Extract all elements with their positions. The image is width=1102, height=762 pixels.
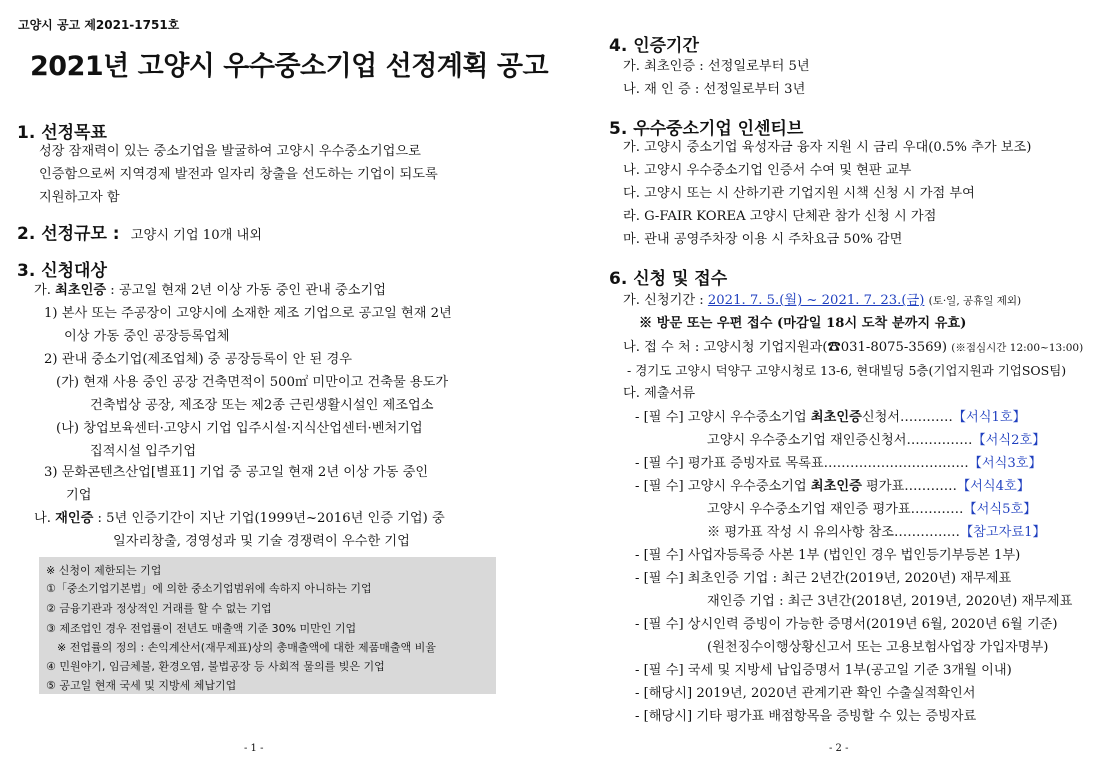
- section-2-heading: 2. 선정규모 :: [17, 224, 120, 244]
- form-ref: 【서식2호】: [972, 433, 1046, 448]
- restriction-item: ② 금융기관과 정상적인 거래를 할 수 없는 기업: [46, 602, 272, 615]
- doc-row: 재인증 기업 : 최근 3년간(2018년, 2019년, 2020년) 재무제표: [707, 594, 1073, 609]
- restriction-item: ⑤ 공고일 현재 국세 및 지방세 체납기업: [46, 679, 237, 692]
- page-number: - 2 -: [829, 743, 849, 754]
- docs-heading: 다. 제출서류: [623, 386, 696, 401]
- doc-text: 평가표 증빙자료 목록표……………………………: [687, 456, 969, 471]
- doc-bold: 최초인증: [810, 479, 862, 494]
- doc-row: - [해당시] 기타 평가표 배점항목을 증빙할 수 있는 증빙자료: [635, 709, 977, 724]
- apply-place: [623, 336, 1083, 360]
- period-value: 2021. 7. 5.(월) ~ 2021. 7. 23.(금): [707, 293, 925, 308]
- a1-line: 1) 본사 또는 주공장이 고양시에 소재한 제조 기업으로 공고일 현재 2년: [44, 306, 452, 321]
- section-6-heading: 6. 신청 및 접수: [609, 269, 728, 289]
- section-4-line: 나. 재 인 증 : 선정일로부터 3년: [623, 82, 806, 97]
- form-ref: 【참고자료1】: [959, 525, 1046, 540]
- incentive-line: 다. 고양시 또는 시 산하기관 기업지원 시책 신청 시 가점 부여: [623, 186, 975, 201]
- form-ref: 【서식1호】: [952, 410, 1026, 425]
- section-4-body: [623, 55, 810, 101]
- section-2-text: 고양시 기업 10개 내외: [130, 228, 262, 243]
- a1-line: 이상 가동 중인 공장등록업체: [64, 329, 230, 344]
- page-2: [551, 0, 1102, 762]
- doc-row: [635, 475, 1072, 498]
- recert-text: : 5년 인증기간이 지난 기업(1999년~2016년 인증 기업) 중: [93, 511, 445, 526]
- a2na-line: 집적시설 입주기업: [90, 444, 197, 459]
- form-ref: 【서식5호】: [963, 502, 1037, 517]
- place-text: 나. 접 수 처 : 고양시청 기업지원과(☎031-8075-3569): [623, 340, 948, 355]
- section-3-a2-ga: [56, 371, 448, 417]
- section-3-a3: [44, 461, 428, 507]
- period-note: (토·일, 공휴일 제외): [928, 295, 1022, 307]
- restriction-item: ④ 민원야기, 임금체불, 환경오염, 불법공장 등 사회적 물의를 빚은 기업: [46, 660, 385, 673]
- incentive-line: 라. G-FAIR KOREA 고양시 단체관 참가 신청 시 가점: [623, 209, 937, 224]
- doc-row: - [필 수] 상시인력 증빙이 가능한 증명서(2019년 6월, 2020년 6월 기준): [635, 617, 1058, 632]
- first-cert-label: 최초인증: [55, 283, 107, 298]
- doc-tag: - [필 수]: [635, 410, 684, 425]
- section-2: [17, 219, 262, 247]
- incentive-line: 나. 고양시 우수중소기업 인증서 수여 및 현판 교부: [623, 163, 912, 178]
- section-1-line: 지원하고자 함: [39, 190, 120, 205]
- doc-list: [635, 406, 1072, 728]
- doc-row: - [필 수] 국세 및 지방세 납입증명서 1부(공고일 기준 3개월 이내): [635, 663, 1012, 678]
- section-3-b-line2: 일자리창출, 경영성과 및 기술 경쟁력이 우수한 기업: [113, 534, 410, 549]
- section-5-heading: 5. 우수중소기업 인센티브: [609, 119, 804, 139]
- doc-rest: 신청서…………: [861, 410, 953, 425]
- page-number: - 1 -: [244, 743, 264, 754]
- doc-row: [635, 498, 1072, 521]
- section-3-a2: 2) 관내 중소기업(제조업체) 중 공장등록이 안 된 경우: [44, 352, 352, 367]
- doc-text: 고양시 우수중소기업 재인증 평가표…………: [707, 502, 964, 517]
- doc-bold: 최초인증: [810, 410, 862, 425]
- recert-label: 재인증: [55, 511, 94, 526]
- form-ref: 【서식3호】: [968, 456, 1042, 471]
- item-prefix: 나.: [34, 511, 56, 526]
- doc-rest: 평가표…………: [861, 479, 957, 494]
- address: - 경기도 고양시 덕양구 고양시청로 13-6, 현대빌딩 5층(기업지원과 기업SOS팀): [627, 363, 1067, 378]
- section-1-body: [39, 140, 438, 209]
- item-prefix: 가.: [34, 283, 56, 298]
- doc-text: 고양시 우수중소기업: [687, 479, 811, 494]
- doc-row: (원천징수이행상황신고서 또는 고용보험사업장 가입자명부): [707, 640, 1049, 655]
- doc-text: ※ 평가표 작성 시 유의사항 참조……………: [707, 525, 960, 540]
- section-4-heading: 4. 인증기간: [609, 36, 699, 56]
- restriction-title: ※ 신청이 제한되는 기업: [46, 564, 162, 577]
- visit-note: ※ 방문 또는 우편 접수 (마감일 18시 도착 분까지 유효): [639, 316, 967, 331]
- first-cert-text: : 공고일 현재 2년 이상 가동 중인 관내 중소기업: [106, 283, 386, 298]
- place-note: (※점심시간 12:00~13:00): [951, 342, 1084, 354]
- apply-period: [623, 289, 1021, 313]
- doc-row: [635, 452, 1072, 475]
- doc-row: - [필 수] 사업자등록증 사본 1부 (법인인 경우 법인등기부등본 1부): [635, 548, 1021, 563]
- page-1: [0, 0, 548, 762]
- doc-tag: - [필 수]: [635, 479, 684, 494]
- section-3-a: [34, 279, 386, 302]
- section-4-line: 가. 최초인증 : 선정일로부터 5년: [623, 59, 810, 74]
- section-3-heading: 3. 신청대상: [17, 261, 107, 281]
- notice-number: 고양시 공고 제2021-1751호: [18, 18, 180, 32]
- incentive-line: 가. 고양시 중소기업 육성자금 융자 지원 시 금리 우대(0.5% 추가 보조): [623, 140, 1032, 155]
- section-5-body: [623, 136, 1031, 251]
- doc-text: 고양시 우수중소기업: [687, 410, 811, 425]
- section-3-b: [34, 507, 445, 530]
- doc-row: - [필 수] 최초인증 기업 : 최근 2년간(2019년, 2020년) 재무제표: [635, 571, 1012, 586]
- incentive-line: 마. 관내 공영주차장 이용 시 주차요금 50% 감면: [623, 232, 903, 247]
- doc-tag: - [필 수]: [635, 456, 684, 471]
- section-3-a2-na: [56, 417, 423, 463]
- doc-row: [635, 429, 1072, 452]
- restriction-item: ①「중소기업기본법」에 의한 중소기업범위에 속하지 아니하는 기업: [46, 582, 372, 595]
- doc-row: - [해당시] 2019년, 2020년 관계기관 확인 수출실적확인서: [635, 686, 976, 701]
- section-1-line: 인증함으로써 지역경제 발전과 일자리 창출을 선도하는 기업이 되도록: [39, 167, 438, 182]
- section-1-line: 성장 잠재력이 있는 중소기업을 발굴하여 고양시 우수중소기업으로: [39, 144, 421, 159]
- a3-line: 기업: [66, 488, 92, 503]
- a2ga-line: 건축법상 공장, 제조장 또는 제2종 근린생활시설인 제조업소: [90, 398, 434, 413]
- a2ga-line: (가) 현재 사용 중인 공장 건축면적이 500㎡ 미만이고 건축물 용도가: [56, 375, 449, 390]
- restriction-item: ③ 제조업인 경우 전업률이 전년도 매출액 기준 30% 미만인 기업: [46, 622, 357, 635]
- a3-line: 3) 문화콘텐츠산업[별표1] 기업 중 공고일 현재 2년 이상 가동 중인: [44, 465, 429, 480]
- form-ref: 【서식4호】: [957, 479, 1030, 494]
- restriction-box: [39, 557, 496, 694]
- section-3-a1: [44, 302, 452, 348]
- a2na-line: (나) 창업보육센터·고양시 기업 입주시설·지식산업센터·벤처기업: [56, 421, 423, 436]
- period-label: 가. 신청기간 :: [623, 293, 708, 308]
- doc-row: [635, 521, 1072, 544]
- doc-row: [635, 406, 1072, 429]
- section-1-heading: 1. 선정목표: [17, 123, 107, 143]
- doc-text: 고양시 우수중소기업 재인증신청서……………: [707, 433, 973, 448]
- page-title: 2021년 고양시 우수중소기업 선정계획 공고: [30, 51, 549, 82]
- restriction-note: ※ 전업률의 정의 : 손익계산서(재무제표)상의 총매출액에 대한 제품매출액 비율: [57, 641, 436, 654]
